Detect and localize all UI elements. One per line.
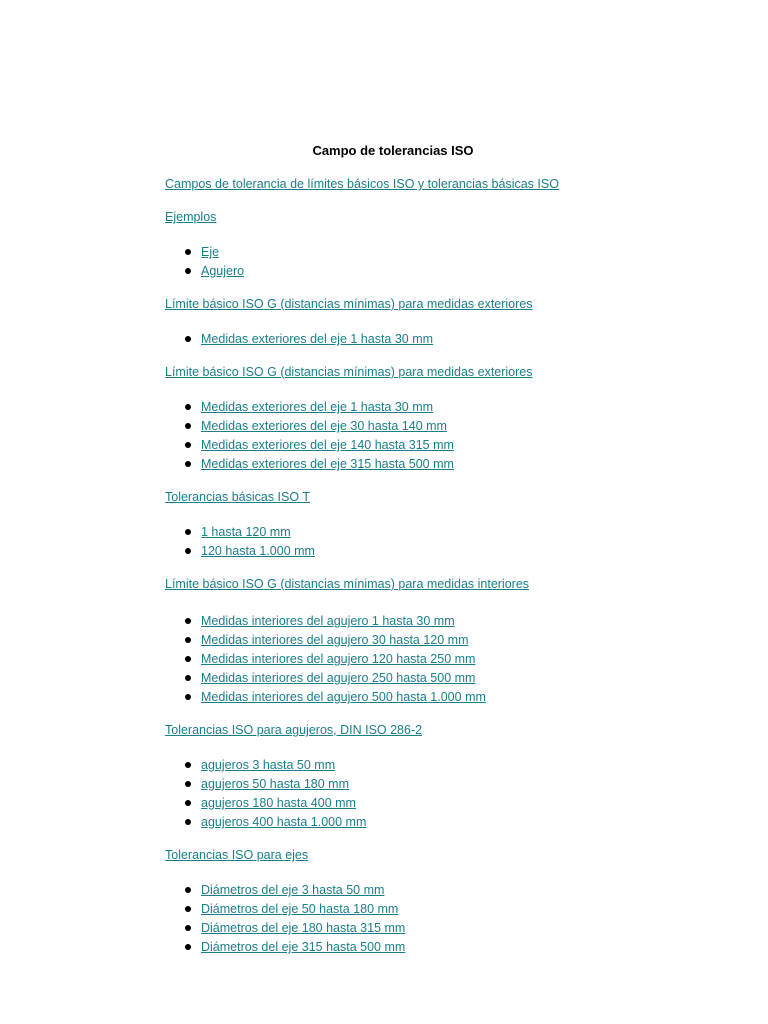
list-link[interactable]: Diámetros del eje 50 hasta 180 mm xyxy=(201,902,399,916)
list-item xyxy=(201,262,605,281)
list-link[interactable]: Agujero xyxy=(201,264,245,278)
list-item xyxy=(201,398,605,417)
list-item xyxy=(201,523,605,542)
list-link[interactable]: 1 hasta 120 mm xyxy=(201,525,291,539)
list-item xyxy=(201,436,605,455)
page-title: Campo de tolerancias ISO xyxy=(312,143,474,158)
bullet-icon xyxy=(185,887,191,893)
bullet-icon xyxy=(185,423,191,429)
list-link[interactable]: Eje xyxy=(201,245,220,259)
list-link[interactable]: Medidas exteriores del eje 30 hasta 140 mm xyxy=(201,419,447,433)
bullet-icon xyxy=(185,548,191,554)
shaft-tolerances-list xyxy=(165,881,605,957)
list-item xyxy=(201,631,605,650)
bullet-icon xyxy=(185,249,191,255)
heading-link-examples[interactable]: Ejemplos xyxy=(165,210,217,224)
bullet-icon xyxy=(185,800,191,806)
bullet-icon xyxy=(185,675,191,681)
heading-link-basic-tolerances-t[interactable]: Tolerancias básicas ISO T xyxy=(165,490,310,504)
bullet-icon xyxy=(185,781,191,787)
list-link[interactable]: 120 hasta 1.000 mm xyxy=(201,544,315,558)
list-link[interactable]: agujeros 400 hasta 1.000 mm xyxy=(201,815,367,829)
bullet-icon xyxy=(185,637,191,643)
bullet-icon xyxy=(185,404,191,410)
heading-link-tolerance-fields[interactable]: Campos de tolerancia de límites básicos ISO y tolerancias básicas ISO xyxy=(165,177,559,191)
list-item xyxy=(201,417,605,436)
heading-link-exterior-limit-2[interactable]: Límite básico ISO G (distancias mínimas) para medidas exteriores xyxy=(165,365,533,379)
bullet-icon xyxy=(185,906,191,912)
heading-link-interior-limit[interactable]: Límite básico ISO G (distancias mínimas) para medidas interiores xyxy=(165,577,530,591)
heading-link-shaft-tolerances[interactable]: Tolerancias ISO para ejes xyxy=(165,848,309,862)
bullet-icon xyxy=(185,944,191,950)
list-link[interactable]: Diámetros del eje 3 hasta 50 mm xyxy=(201,883,385,897)
list-item xyxy=(201,243,605,262)
list-link[interactable]: Medidas exteriores del eje 315 hasta 500 mm xyxy=(201,457,454,471)
list-item xyxy=(201,938,605,957)
bullet-icon xyxy=(185,461,191,467)
bullet-icon xyxy=(185,925,191,931)
list-item xyxy=(201,650,605,669)
list-item xyxy=(201,919,605,938)
exterior-limit-list-1 xyxy=(165,330,605,349)
examples-list xyxy=(165,243,605,281)
list-item xyxy=(201,900,605,919)
interior-limit-list xyxy=(165,612,605,707)
list-item xyxy=(201,881,605,900)
list-link[interactable]: agujeros 50 hasta 180 mm xyxy=(201,777,350,791)
bullet-icon xyxy=(185,268,191,274)
list-item xyxy=(201,612,605,631)
bullet-icon xyxy=(185,819,191,825)
list-link[interactable]: agujeros 3 hasta 50 mm xyxy=(201,758,336,772)
list-link[interactable]: Medidas exteriores del eje 1 hasta 30 mm xyxy=(201,332,434,346)
bullet-icon xyxy=(185,529,191,535)
list-link[interactable]: Medidas exteriores del eje 140 hasta 315 mm xyxy=(201,438,454,452)
list-link[interactable]: agujeros 180 hasta 400 mm xyxy=(201,796,356,810)
list-link[interactable]: Medidas interiores del agujero 30 hasta 120 mm xyxy=(201,633,469,647)
list-link[interactable]: Medidas interiores del agujero 250 hasta 500 mm xyxy=(201,671,476,685)
hole-tolerances-list xyxy=(165,756,605,832)
bullet-icon xyxy=(185,656,191,662)
heading-link-exterior-limit-1[interactable]: Límite básico ISO G (distancias mínimas) para medidas exteriores xyxy=(165,297,533,311)
list-item xyxy=(201,669,605,688)
list-link[interactable]: Medidas exteriores del eje 1 hasta 30 mm xyxy=(201,400,434,414)
basic-tolerances-list xyxy=(165,523,605,561)
bullet-icon xyxy=(185,442,191,448)
list-link[interactable]: Diámetros del eje 315 hasta 500 mm xyxy=(201,940,406,954)
document-body xyxy=(165,143,605,972)
bullet-icon xyxy=(185,694,191,700)
heading-link-hole-tolerances[interactable]: Tolerancias ISO para agujeros, DIN ISO 286-2 xyxy=(165,723,423,737)
list-item xyxy=(201,455,605,474)
list-item xyxy=(201,775,605,794)
bullet-icon xyxy=(185,618,191,624)
list-link[interactable]: Medidas interiores del agujero 1 hasta 30 mm xyxy=(201,614,455,628)
list-item xyxy=(201,813,605,832)
exterior-limit-list-2 xyxy=(165,398,605,474)
list-link[interactable]: Medidas interiores del agujero 120 hasta 250 mm xyxy=(201,652,476,666)
list-item xyxy=(201,330,605,349)
list-item xyxy=(201,542,605,561)
list-item xyxy=(201,688,605,707)
list-item xyxy=(201,756,605,775)
bullet-icon xyxy=(185,762,191,768)
list-item xyxy=(201,794,605,813)
list-link[interactable]: Medidas interiores del agujero 500 hasta 1.000 mm xyxy=(201,690,486,704)
list-link[interactable]: Diámetros del eje 180 hasta 315 mm xyxy=(201,921,406,935)
bullet-icon xyxy=(185,336,191,342)
